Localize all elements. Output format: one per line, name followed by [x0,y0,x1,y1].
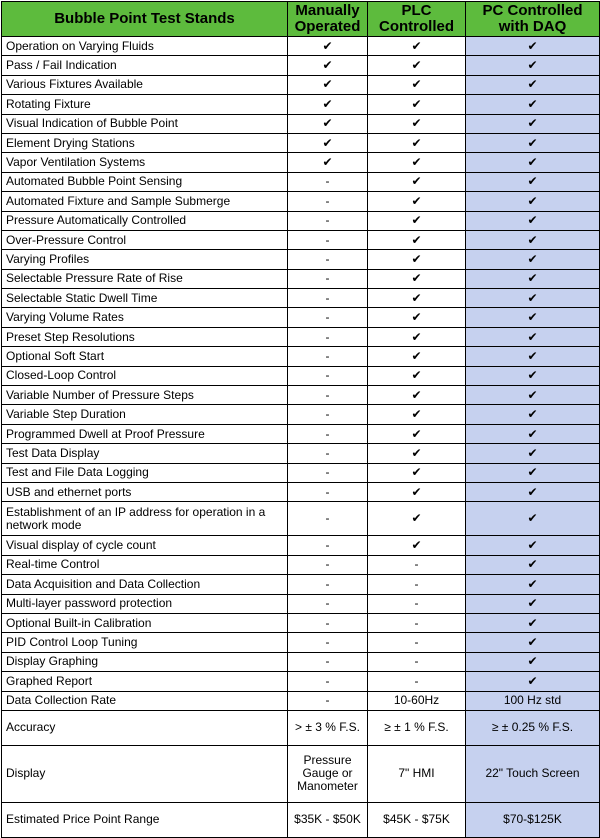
table-row [2,172,600,191]
plc-cell: - [368,672,466,691]
plc-cell: 10-60Hz [368,691,466,710]
feature-cell: Data Collection Rate [2,691,288,710]
feature-cell: Display Graphing [2,652,288,671]
plc-cell: - [368,652,466,671]
manual-cell: - [288,672,368,691]
plc-cell: ✔ [368,366,466,385]
plc-cell: ✔ [368,482,466,501]
table-row [2,555,600,574]
manual-cell: ✔ [288,56,368,75]
plc-cell: - [368,555,466,574]
plc-cell: ✔ [368,308,466,327]
manual-cell: ✔ [288,153,368,172]
feature-cell: USB and ethernet ports [2,482,288,501]
manual-cell: - [288,230,368,249]
daq-cell: ✔ [466,230,600,249]
daq-cell: ✔ [466,482,600,501]
feature-cell: Rotating Fixture [2,95,288,114]
daq-cell: ✔ [466,347,600,366]
daq-cell: ✔ [466,327,600,346]
feature-cell: Closed-Loop Control [2,366,288,385]
daq-cell: ✔ [466,672,600,691]
manual-cell: - [288,308,368,327]
plc-cell: ✔ [368,172,466,191]
daq-cell: ✔ [466,444,600,463]
feature-cell: Element Drying Stations [2,133,288,152]
table-row [2,192,600,211]
feature-cell: Multi-layer password protection [2,594,288,613]
plc-cell: - [368,575,466,594]
plc-cell: ✔ [368,347,466,366]
table-row [2,327,600,346]
plc-cell: $45K - $75K [368,802,466,837]
plc-cell: ✔ [368,536,466,555]
manual-cell: - [288,424,368,443]
daq-cell: ✔ [466,56,600,75]
feature-cell: Over-Pressure Control [2,230,288,249]
daq-cell: ✔ [466,555,600,574]
plc-cell: ≥ ± 1 % F.S. [368,710,466,745]
manual-cell: ✔ [288,37,368,56]
table-row [2,536,600,555]
daq-cell: ✔ [466,37,600,56]
table-row [2,250,600,269]
manual-cell: - [288,502,368,536]
feature-cell: Visual Indication of Bubble Point [2,114,288,133]
feature-cell: Pressure Automatically Controlled [2,211,288,230]
manual-cell: - [288,482,368,501]
daq-cell: ✔ [466,289,600,308]
feature-cell: Automated Bubble Point Sensing [2,172,288,191]
plc-cell: - [368,594,466,613]
manual-cell: - [288,366,368,385]
manual-cell: ✔ [288,95,368,114]
plc-cell: ✔ [368,37,466,56]
feature-cell: Selectable Pressure Rate of Rise [2,269,288,288]
plc-cell: ✔ [368,269,466,288]
table-row [2,75,600,94]
daq-cell: $70-$125K [466,802,600,837]
table-row [2,269,600,288]
feature-cell: Vapor Ventilation Systems [2,153,288,172]
header-row [2,2,600,37]
daq-cell: 22" Touch Screen [466,745,600,802]
table-row [2,463,600,482]
feature-cell: Various Fixtures Available [2,75,288,94]
daq-cell: ✔ [466,633,600,652]
manual-cell: - [288,463,368,482]
plc-cell: ✔ [368,424,466,443]
manual-cell: - [288,633,368,652]
daq-cell: ✔ [466,502,600,536]
daq-cell: ✔ [466,386,600,405]
table-row [2,347,600,366]
table-row [2,95,600,114]
table-row [2,133,600,152]
daq-cell: ✔ [466,75,600,94]
table-row [2,308,600,327]
manual-cell: - [288,250,368,269]
plc-cell: ✔ [368,114,466,133]
table-row [2,482,600,501]
table-row [2,691,600,710]
plc-cell: ✔ [368,192,466,211]
header-manual: Manually Operated [288,2,368,37]
manual-cell: > ± 3 % F.S. [288,710,368,745]
feature-cell: Varying Profiles [2,250,288,269]
daq-cell: ✔ [466,366,600,385]
table-row [2,211,600,230]
daq-cell: ✔ [466,114,600,133]
table-row [2,366,600,385]
manual-cell: - [288,386,368,405]
daq-cell: 100 Hz std [466,691,600,710]
comparison-table [1,1,600,838]
daq-cell: ✔ [466,269,600,288]
table-row [2,230,600,249]
plc-cell: ✔ [368,56,466,75]
feature-cell: Selectable Static Dwell Time [2,289,288,308]
header-daq: PC Controlled with DAQ [466,2,600,37]
plc-cell: 7" HMI [368,745,466,802]
feature-cell: Display [2,745,288,802]
plc-cell: ✔ [368,153,466,172]
table-row [2,386,600,405]
daq-cell: ✔ [466,95,600,114]
feature-cell: Variable Number of Pressure Steps [2,386,288,405]
feature-cell: Establishment of an IP address for operation in a network mode [2,502,288,536]
feature-cell: Programmed Dwell at Proof Pressure [2,424,288,443]
daq-cell: ✔ [466,405,600,424]
daq-cell: ✔ [466,250,600,269]
feature-cell: Variable Step Duration [2,405,288,424]
manual-cell: - [288,652,368,671]
daq-cell: ✔ [466,652,600,671]
feature-cell: Preset Step Resolutions [2,327,288,346]
table-row [2,613,600,632]
manual-cell: - [288,536,368,555]
plc-cell: ✔ [368,327,466,346]
manual-cell: - [288,347,368,366]
daq-cell: ✔ [466,575,600,594]
manual-cell: - [288,192,368,211]
daq-cell: ✔ [466,308,600,327]
daq-cell: ✔ [466,211,600,230]
daq-cell: ✔ [466,594,600,613]
feature-cell: Real-time Control [2,555,288,574]
plc-cell: ✔ [368,133,466,152]
feature-cell: Accuracy [2,710,288,745]
manual-cell: - [288,555,368,574]
feature-cell: PID Control Loop Tuning [2,633,288,652]
table-row [2,594,600,613]
manual-cell: ✔ [288,133,368,152]
plc-cell: ✔ [368,444,466,463]
manual-cell: Pressure Gauge or Manometer [288,745,368,802]
header-feature: Bubble Point Test Stands [2,2,288,37]
manual-cell: - [288,613,368,632]
daq-cell: ≥ ± 0.25 % F.S. [466,710,600,745]
feature-cell: Varying Volume Rates [2,308,288,327]
manual-cell: - [288,211,368,230]
table-row [2,37,600,56]
manual-cell: - [288,575,368,594]
manual-cell: - [288,594,368,613]
plc-cell: ✔ [368,502,466,536]
table-row [2,56,600,75]
manual-cell: - [288,691,368,710]
table-row [2,672,600,691]
table-row [2,444,600,463]
daq-cell: ✔ [466,172,600,191]
plc-cell: ✔ [368,230,466,249]
plc-cell: - [368,633,466,652]
feature-cell: Test Data Display [2,444,288,463]
daq-cell: ✔ [466,133,600,152]
feature-cell: Optional Built-in Calibration [2,613,288,632]
feature-cell: Operation on Varying Fluids [2,37,288,56]
manual-cell: - [288,269,368,288]
plc-cell: - [368,613,466,632]
table-row [2,424,600,443]
table-row [2,633,600,652]
daq-cell: ✔ [466,463,600,482]
table-row [2,289,600,308]
plc-cell: ✔ [368,211,466,230]
daq-cell: ✔ [466,613,600,632]
feature-cell: Graphed Report [2,672,288,691]
table-row [2,802,600,837]
feature-cell: Data Acquisition and Data Collection [2,575,288,594]
manual-cell: - [288,405,368,424]
plc-cell: ✔ [368,250,466,269]
feature-cell: Test and File Data Logging [2,463,288,482]
feature-cell: Visual display of cycle count [2,536,288,555]
table-row [2,575,600,594]
daq-cell: ✔ [466,536,600,555]
plc-cell: ✔ [368,405,466,424]
plc-cell: ✔ [368,463,466,482]
feature-cell: Pass / Fail Indication [2,56,288,75]
manual-cell: ✔ [288,114,368,133]
manual-cell: - [288,289,368,308]
plc-cell: ✔ [368,386,466,405]
daq-cell: ✔ [466,424,600,443]
daq-cell: ✔ [466,153,600,172]
table-row [2,652,600,671]
plc-cell: ✔ [368,289,466,308]
manual-cell: - [288,327,368,346]
table-row [2,405,600,424]
manual-cell: $35K - $50K [288,802,368,837]
manual-cell: ✔ [288,75,368,94]
feature-cell: Estimated Price Point Range [2,802,288,837]
manual-cell: - [288,172,368,191]
manual-cell: - [288,444,368,463]
feature-cell: Optional Soft Start [2,347,288,366]
table-row [2,153,600,172]
table-row [2,745,600,802]
plc-cell: ✔ [368,75,466,94]
table-row [2,114,600,133]
plc-cell: ✔ [368,95,466,114]
table-row [2,502,600,536]
table-row [2,710,600,745]
daq-cell: ✔ [466,192,600,211]
feature-cell: Automated Fixture and Sample Submerge [2,192,288,211]
header-plc: PLC Controlled [368,2,466,37]
